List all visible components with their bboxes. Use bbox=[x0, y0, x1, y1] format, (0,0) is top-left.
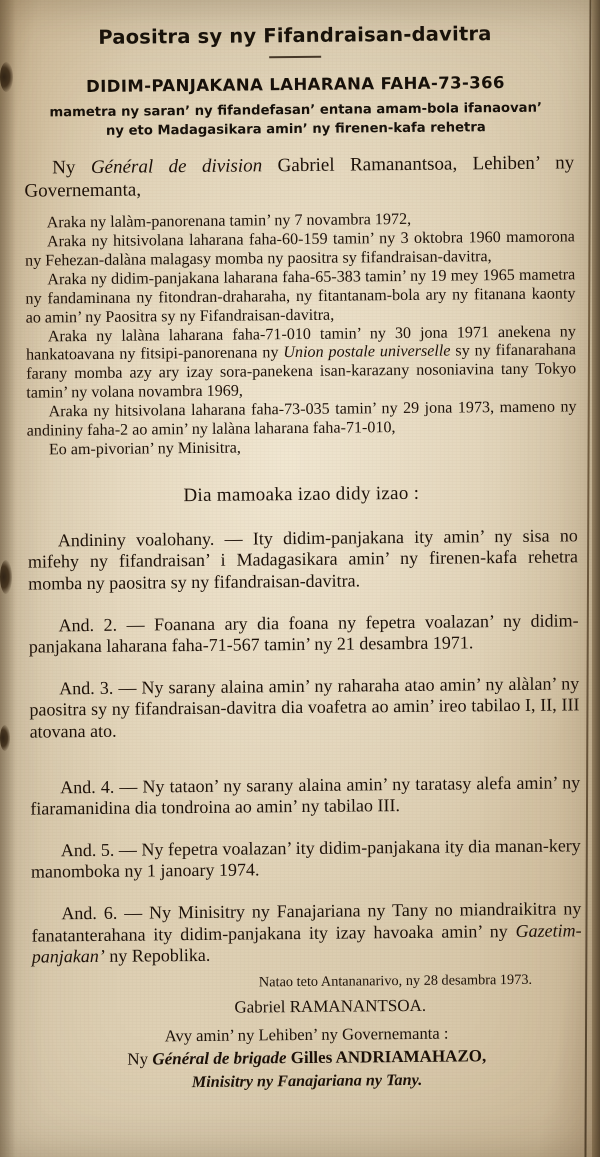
decree-subtitle-line-2: ny eto Madagasikara amin’ ny firenen-kafa rehetra bbox=[105, 119, 486, 139]
countersign-intro: Avy amin’ ny Lehiben’ ny Governemanta : bbox=[164, 1023, 449, 1046]
page-title: Paositra sy ny Fifandraisan-davitra bbox=[98, 22, 492, 49]
article-5-label: And. 5. — bbox=[60, 839, 142, 861]
decree-subtitle bbox=[0, 99, 596, 142]
article-4 bbox=[22, 772, 586, 821]
authority-prefix: Ny bbox=[52, 157, 92, 179]
article-6-gazette-name: Gazetim-panjakan’ bbox=[31, 919, 582, 967]
article-5-text: Ny fepetra voalazan’ ity didim-panjakana ity dia manan-kery manomboka ny 1 janoary 1974. bbox=[30, 835, 581, 882]
article-6-text-post: ny Repoblika. bbox=[104, 945, 211, 967]
article-4-text: Ny tataon’ ny sarany alaina amin’ ny taratasy alefa amin’ ny fiaramanidina dia tondroina ao amin’ ny tabilao III. bbox=[30, 771, 581, 819]
countersigner bbox=[25, 1045, 589, 1070]
article-3-text: Ny sarany alaina amin’ ny raharaha atao amin’ ny alàlan’ ny paositra sy ny fifandraisan-davitra dia voafetra ao amin’ ireo tabilao I, II, III atovana ato. bbox=[29, 673, 580, 742]
article-1-label: Andininy voalohany. — bbox=[57, 528, 253, 551]
article-3-label: And. 3. — bbox=[59, 677, 142, 699]
title-divider bbox=[269, 56, 321, 58]
issuing-authority bbox=[16, 153, 580, 204]
countersign-prefix: Ny bbox=[127, 1049, 153, 1069]
article-2 bbox=[21, 610, 585, 659]
place-and-date: Natao teto Antananarivo, ny 28 desambra 1973. bbox=[258, 971, 533, 991]
countersigner-role: Minisitry ny Fanajariana ny Tany. bbox=[191, 1070, 423, 1091]
authority-name: Gabriel Ramanantsoa, Lehiben’ ny Governemanta, bbox=[24, 152, 575, 202]
recital-item bbox=[18, 323, 583, 404]
page-right-edge bbox=[592, 0, 600, 1157]
recital-item: Araka ny lalàm-panorenana tamin’ ny 7 novambra 1972, bbox=[46, 210, 412, 232]
binding-mark-icon bbox=[0, 560, 12, 594]
article-2-label: And. 2. — bbox=[58, 614, 155, 635]
binding-mark-icon bbox=[0, 62, 13, 92]
authority-rank: Général de division bbox=[90, 155, 263, 179]
decree-number-heading: DIDIM-PANJAKANA LAHARANA FAHA-73-366 bbox=[85, 73, 505, 97]
countersign-name: Gilles ANDRIAMAHAZO, bbox=[286, 1045, 487, 1067]
article-1-text: Ity didim-panjakana ity amin’ ny sisa no mifehy ny fifandraisan’ i Madagasikara amin’ ny firenen-kafa rehetra momba ny paositra sy ny fifandraisan-davitra. bbox=[27, 525, 579, 594]
article-3 bbox=[21, 673, 586, 743]
recital-text-post: sy ny fifanarahana farany momba azy ary izay sora-panekena isan-karazany nosoniavina tany Tokyo tamin’ ny volana novambra 1969, bbox=[26, 341, 577, 402]
recital-item: Eo am-pivorian’ ny Minisitra, bbox=[48, 439, 241, 459]
article-6 bbox=[23, 898, 588, 968]
recital-item: Araka ny hitsivolana laharana faha-73-035 tamin’ ny 29 jona 1973, mameno ny andininy faha-2 ao amin’ ny lalàna laharana faha-71-010, bbox=[26, 398, 577, 440]
recital-item: Araka ny hitsivolana laharana faha-60-159 tamin’ ny 3 oktobra 1960 mamorona ny Fehezan-dalàna malagasy momba ny paositra sy fifandraisan-davitra, bbox=[25, 228, 575, 270]
article-1 bbox=[20, 525, 585, 595]
countersign-rank: Général de brigade bbox=[152, 1047, 287, 1069]
enactment-clause: Dia mamoaka izao didy izao : bbox=[183, 482, 420, 506]
article-4-label: And. 4. — bbox=[60, 776, 143, 797]
article-2-text: Foanana ary dia foana ny fepetra voalazan’ ny didim-panjakana laharana faha-71-567 tamin’ ny 21 desambra 1971. bbox=[28, 609, 579, 657]
binding-mark-icon bbox=[0, 725, 10, 751]
signer-name: Gabriel RAMANANTSOA. bbox=[234, 995, 427, 1017]
recital-text-pre: Araka ny lalàna laharana faha-71-010 tamin’ ny 30 jona 1971 anekena ny hankatoavana ny fitsipi-panorenana ny bbox=[25, 322, 576, 365]
article-5 bbox=[23, 835, 587, 884]
article-6-label: And. 6. — bbox=[61, 902, 150, 924]
article-6-text-pre: Ny Minisitry ny Fanajariana ny Tany no miandraikitra ny fanatanterahana ity didim-panjakana ity izay havoaka amin’ ny bbox=[31, 898, 582, 946]
recital-item: Araka ny didim-panjakana laharana faha-65-383 tamin’ ny 19 mey 1965 mametra ny fandaminana ny fitondran-draharaha, ny fitantanam-bola ary ny fitanana kaonty ao amin’ ny Paositra sy ny Fifandraisan-davitra, bbox=[25, 266, 576, 327]
document-body bbox=[0, 153, 600, 1094]
decree-subtitle-line-1: mametra ny saran’ ny fifandefasan’ entana amam-bola ifanaovan’ bbox=[49, 100, 543, 121]
recital-text-italic: Union postale universelle bbox=[283, 342, 451, 362]
